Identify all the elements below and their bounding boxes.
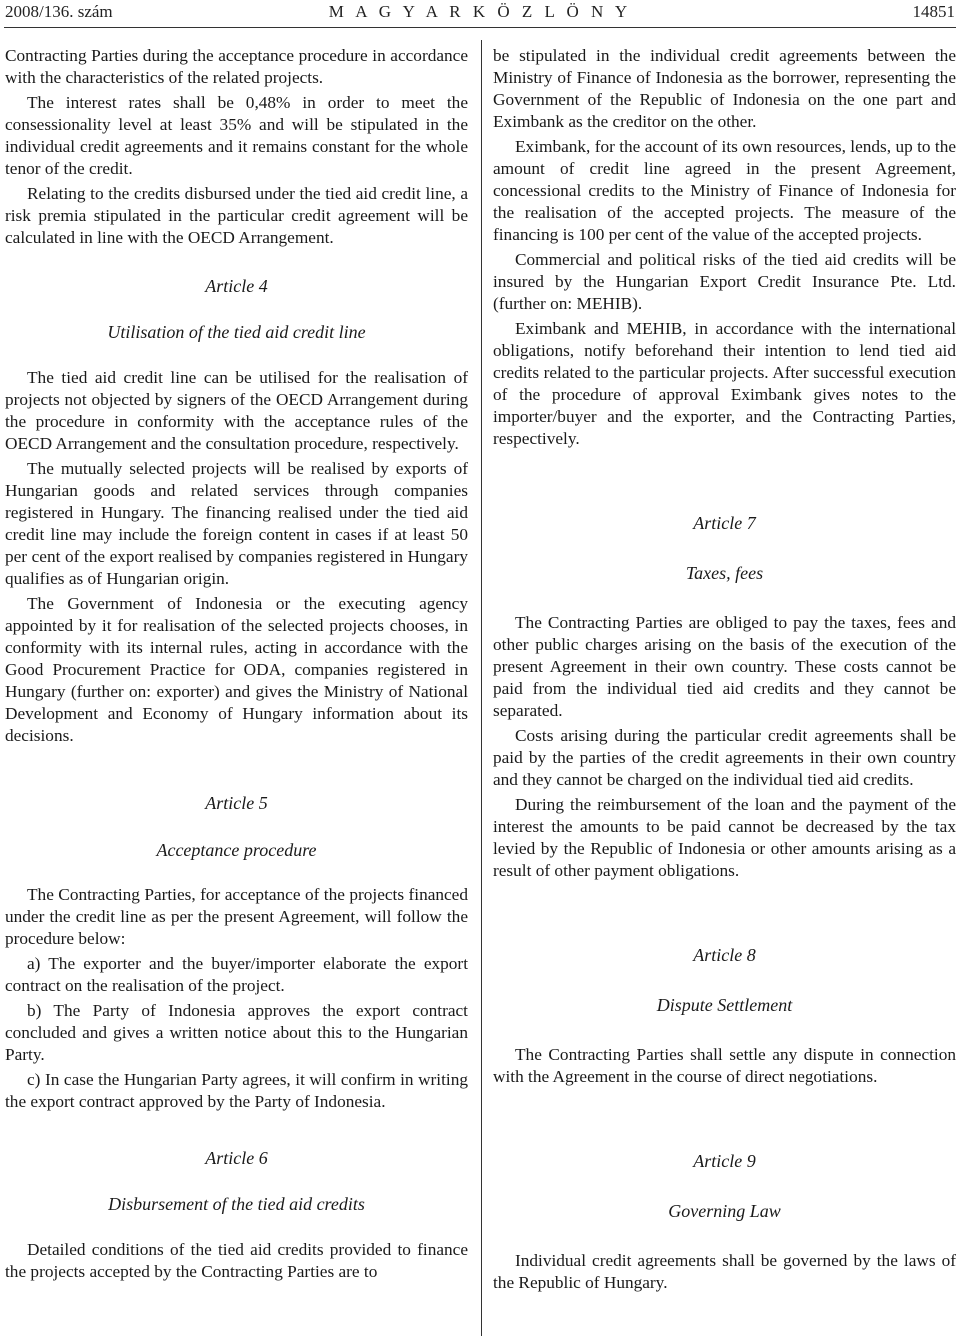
paragraph: The tied aid credit line can be utilised for the realisation of projects not objected by signers of the OECD Arrangement during the procedure in conformity with the acceptance rules of the OECD Arrangement and the consultation procedure, respectively. (5, 368, 468, 453)
paragraph: Contracting Parties during the acceptance procedure in accordance with the characteristics of the related projects. (5, 46, 468, 87)
article-8-title: Article 8 (693, 945, 756, 965)
paragraph: Relating to the credits disbursed under the tied aid credit line, a risk premia stipulated in the particular credit agreement will be calculated in line with the OECD Arrangement. (5, 184, 468, 247)
page-header (5, 0, 955, 26)
right-column (493, 45, 956, 1297)
paragraph: The mutually selected projects will be realised by exports of Hungarian goods and related services through companies registered in Hungary. The financing realised under the tied aid credit line may include the foreign content in cases if at least 50 per cent of the export realised by companies registered in Hungary qualifies as of Hungarian origin. (5, 459, 468, 588)
article-4-title: Article 4 (205, 276, 268, 296)
article-9-title: Article 9 (693, 1151, 756, 1171)
article-7-subtitle: Taxes, fees (685, 563, 764, 583)
article-8-subtitle: Dispute Settlement (656, 995, 793, 1015)
paragraph: Commercial and political risks of the tied aid credits will be insured by the Hungarian Export Credit Insurance Pte. Ltd. (further on: MEHIB). (493, 250, 956, 313)
list-item: b) The Party of Indonesia approves the export contract concluded and gives a written notice about this to the Hungarian Party. (5, 1001, 468, 1064)
left-column (5, 45, 468, 1286)
article-5-subtitle: Acceptance procedure (156, 840, 317, 860)
article-9-subtitle: Governing Law (668, 1201, 781, 1221)
paragraph: be stipulated in the individual credit agreements between the Ministry of Finance of Indonesia as the borrower, representing the Government of the Republic of Indonesia on the one part and Eximbank as the creditor on the other. (493, 46, 956, 131)
article-5-title: Article 5 (205, 793, 268, 813)
paragraph: Individual credit agreements shall be governed by the laws of the Republic of Hungary. (493, 1251, 956, 1292)
paragraph: The Government of Indonesia or the executing agency appointed by it for realisation of the selected projects chooses, in conformity with its internal rules, acting in accordance with the Good Procurement Practice for ODA, companies registered in Hungary (further on: exporter) and gives the Ministry of National Development and Economy of Hungary information about its decisions. (5, 594, 468, 745)
paragraph: Eximbank, for the account of its own resources, lends, up to the amount of credit line agreed in the present Agreement, concessional credits to the Ministry of Finance of Indonesia for the realisation of the accepted projects. The measure of the financing is 100 per cent of the value of the accepted projects. (493, 137, 956, 244)
paragraph: The Contracting Parties are obliged to pay the taxes, fees and other public charges arising on the basis of the execution of the present Agreement in their own country. These costs cannot be paid from the individual tied aid credits and they cannot be separated. (493, 613, 956, 720)
list-item: c) In case the Hungarian Party agrees, it will confirm in writing the export contract approved by the Party of Indonesia. (5, 1070, 468, 1111)
header-rule (4, 27, 956, 28)
article-6-title: Article 6 (205, 1148, 268, 1168)
paragraph: During the reimbursement of the loan and the payment of the interest the amounts to be paid cannot be decreased by the tax levied by the Republic of Indonesia or other amounts arising as a result of other payment obligations. (493, 795, 956, 880)
issue-number: 2008/136. szám (5, 2, 113, 21)
paragraph: Costs arising during the particular credit agreements shall be paid by the parties of the credit agreements in their own country and they cannot be charged on the individual tied aid credits. (493, 726, 956, 789)
journal-title: M A G Y A R K Ö Z L Ö N Y (328, 2, 632, 21)
article-7-title: Article 7 (693, 513, 756, 533)
article-6-subtitle: Disbursement of the tied aid credits (108, 1194, 365, 1214)
paragraph: Eximbank and MEHIB, in accordance with the international obligations, notify beforehand their intention to lend tied aid credits related to the particular projects. After successful execution of the procedure of approval Eximbank gives notes to the importer/buyer and the exporter, and the Contracting Parties, respectively. (493, 319, 956, 448)
page-number: 14851 (912, 2, 955, 21)
paragraph: Detailed conditions of the tied aid credits provided to finance the projects accepted by the Contracting Parties are to (5, 1240, 468, 1281)
paragraph: The interest rates shall be 0,48% in order to meet the consessionality level at least 35% and will be stipulated in the individual credit agreements and it remains constant for the whole tenor of the credit. (5, 93, 468, 178)
article-4-subtitle: Utilisation of the tied aid credit line (107, 322, 366, 342)
paragraph: The Contracting Parties, for acceptance of the projects financed under the credit line as per the present Agreement, will follow the procedure below: (5, 885, 468, 948)
column-divider (481, 40, 482, 1336)
paragraph: The Contracting Parties shall settle any dispute in connection with the Agreement in the course of direct negotiations. (493, 1045, 956, 1086)
list-item: a) The exporter and the buyer/importer elaborate the export contract on the realisation of the project. (5, 954, 468, 995)
